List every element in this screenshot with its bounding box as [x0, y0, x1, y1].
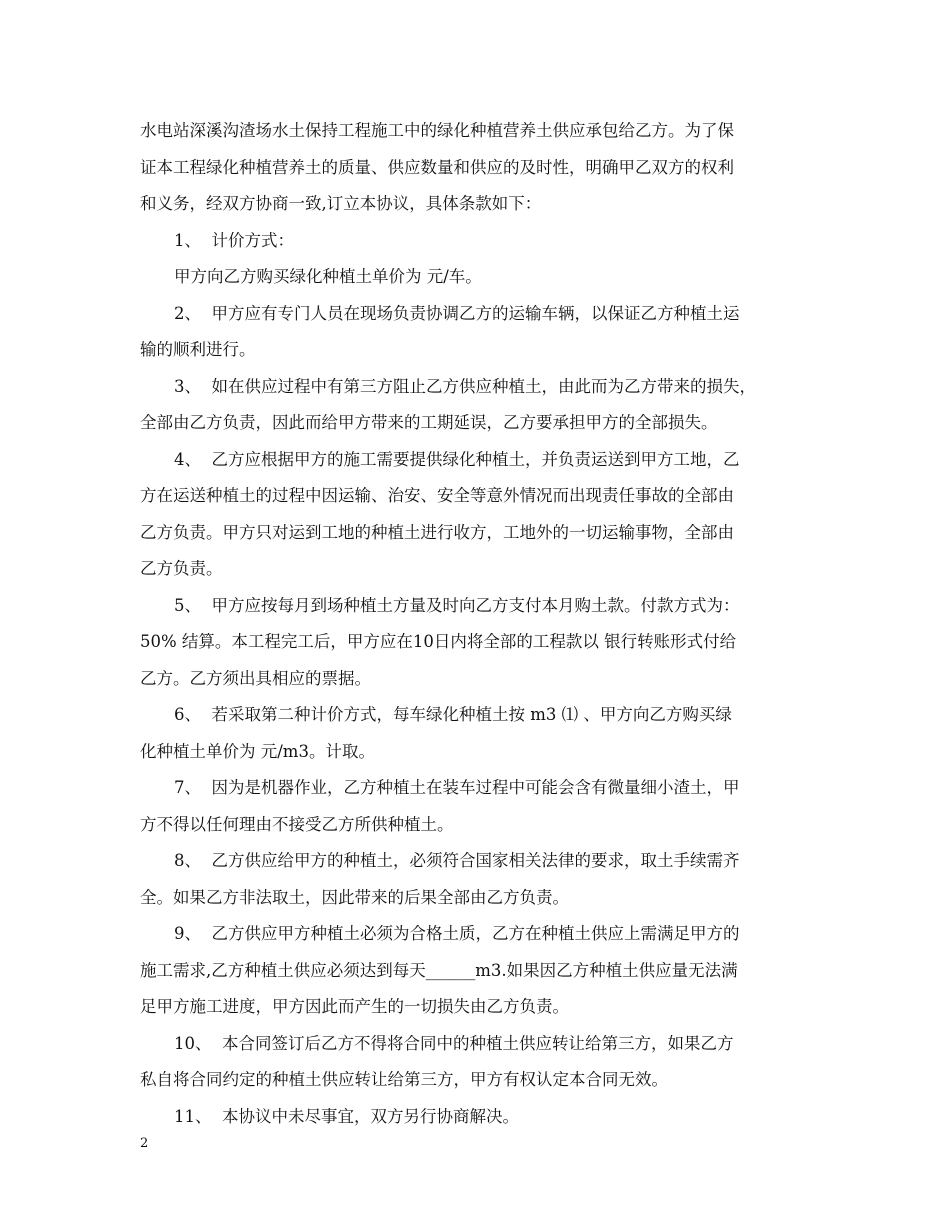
clause-3-start: 3、 如在供应过程中有第三方阻止乙方供应种植土，由此而为乙方带来的损失， — [174, 376, 756, 396]
text-line: 水电站深溪沟渣场水土保持工程施工中的绿化种植营养土供应承包给乙方。为了保 — [140, 121, 734, 140]
clause-9-start: 9、 乙方供应甲方种植土必须为合格土质，乙方在种植土供应上需满足甲方的 — [174, 924, 740, 943]
clause-6-start: 6、 若采取第二种计价方式，每车绿化种植土按 m3 ⑴ 、甲方向乙方购买绿 — [174, 705, 732, 724]
clause-10-start: 10、 本合同签订后乙方不得将合同中的种植土供应转让给第三方，如果乙方 — [174, 1033, 734, 1053]
clause-7-start: 7、 因为是机器作业，乙方种植土在装车过程中可能会含有微量细小渣土，甲 — [174, 778, 740, 797]
clause-5-start: 5、 甲方应按每月到场种植土方量及时向乙方支付本月购土款。付款方式为： — [174, 595, 740, 615]
text-line: 输的顺利进行。 — [140, 340, 256, 359]
text-line: 证本工程绿化种植营养土的质量、供应数量和供应的及时性，明确甲乙双方的权利 — [140, 157, 734, 177]
contract-body-text — [140, 113, 830, 1135]
page-number: 2 — [140, 1136, 149, 1151]
text-line: 全。如果乙方非法取土，因此带来的后果全部由乙方负责。 — [140, 887, 569, 907]
clause-8-start: 8、 乙方供应给甲方的种植土，必须符合国家相关法律的要求，取土手续需齐 — [174, 851, 740, 870]
text-line: 乙方负责。甲方只对运到工地的种植土进行收方，工地外的一切运输事物，全部由 — [140, 522, 734, 542]
text-line: 化种植土单价为 元/m3。计取。 — [140, 741, 375, 761]
clause-4-start: 4、 乙方应根据甲方的施工需要提供绿化种植土，并负责运送到甲方工地，乙 — [174, 449, 740, 469]
text-line: 乙方负责。 — [140, 559, 223, 578]
clause-2-start: 2、 甲方应有专门人员在现场负责协调乙方的运输车辆，以保证乙方种植土运 — [174, 303, 740, 323]
clause-11-start: 11、 本协议中未尽事宜，双方另行协商解决。 — [174, 1106, 519, 1126]
text-line: 乙方。乙方须出具相应的票据。 — [140, 668, 371, 688]
text-line: 足甲方施工进度，甲方因此而产生的一切损失由乙方负责。 — [140, 997, 569, 1016]
text-line: 50% 结算。本工程完工后，甲方应在10日内将全部的工程款以 银行转账形式付给 — [140, 632, 737, 651]
text-line: 甲方向乙方购买绿化种植土单价为 元/车。 — [174, 267, 482, 286]
clause-1-heading: 1、 计价方式： — [174, 230, 294, 250]
text-line: 和义务，经双方协商一致,订立本协议，具体条款如下： — [140, 194, 542, 213]
text-line: 施工需求,乙方种植土供应必须达到每天______m3.如果因乙方种植土供应量无法满 — [140, 960, 738, 980]
text-line: 全部由乙方负责，因此而给甲方带来的工期延误，乙方要承担甲方的全部损失。 — [140, 413, 718, 432]
text-line: 方在运送种植土的过程中因运输、治安、安全等意外情况而出现责任事故的全部由 — [140, 486, 734, 505]
text-line: 私自将合同约定的种植土供应转让给第三方，甲方有权认定本合同无效。 — [140, 1070, 668, 1089]
text-line: 方不得以任何理由不接受乙方所供种植土。 — [140, 814, 454, 834]
